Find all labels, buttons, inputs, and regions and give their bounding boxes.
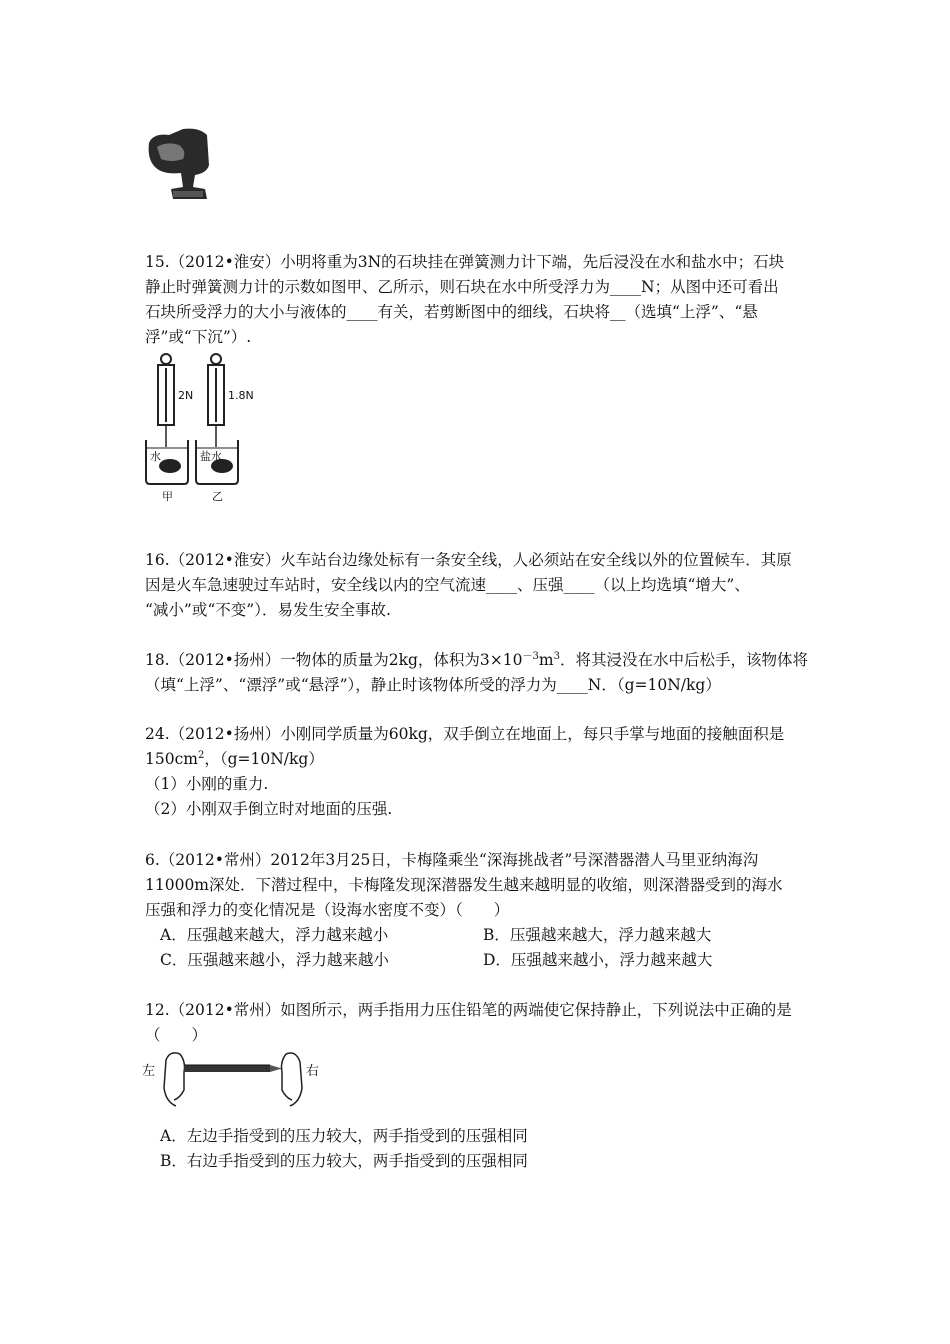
right-label: 右 (306, 1064, 320, 1079)
q18-exponent-b: 3 (553, 650, 560, 662)
spring-scale-figure (140, 352, 265, 502)
liquid-b: 盐水 (200, 450, 222, 463)
q12-option-a: A．左边手指受到的压力较大，两手指受到的压强相同 (160, 1127, 528, 1145)
q6-option-a: A．压强越来越大，浮力越来越小 (160, 926, 389, 944)
q18-text-b: m (538, 651, 554, 669)
q16-line-2: 因是火车急速驶过车站时，安全线以内的空气流速____、压强____（以上均选填“增大”、 (145, 576, 750, 594)
q18-exponent-a: －3 (522, 650, 539, 662)
q24-text-a: 150cm (145, 750, 198, 768)
q12-line-1: 12.（2012•常州）如图所示，两手指用力压住铅笔的两端使它保持静止，下列说法中正确的是 (145, 1001, 792, 1019)
q18-line-1 (145, 648, 808, 673)
q18-line-2: （填“上浮”、“漂浮”或“悬浮”），静止时该物体所受的浮力为____N．（g=10N/kg） (145, 676, 721, 694)
q6-line-2: 11000m深处．下潜过程中，卡梅隆发现深潜器发生越来越明显的收缩，则深潜器受到的海水 (145, 876, 783, 894)
q24-text-b: ，（g=10N/kg） (204, 750, 324, 768)
q24-line-2 (145, 747, 324, 772)
pencil-drawing (140, 1048, 325, 1110)
label-a: 甲 (162, 490, 173, 503)
liquid-a: 水 (150, 450, 161, 463)
q15-line-3: 石块所受浮力的大小与液体的____有关，若剪断图中的细线，石块将__（选填“上浮”、“悬 (145, 303, 758, 321)
q24-exponent: 2 (197, 749, 205, 761)
left-label: 左 (142, 1064, 156, 1079)
q15-line-1: 15.（2012•淮安）小明将重为3N的石块挂在弹簧测力计下端，先后浸没在水和盐水中；石块 (145, 253, 785, 271)
q24-sub-2: （2）小刚双手倒立时对地面的压强. (145, 800, 393, 818)
pencil-figure (140, 1048, 325, 1110)
q18-text-a: 18.（2012•扬州）一物体的质量为2kg，体积为3×10 (145, 651, 523, 669)
q15-line-4: 浮”或“下沉”）. (145, 328, 252, 346)
spring-scale-drawing (140, 352, 265, 502)
reading-a: 2N (178, 389, 194, 402)
label-b: 乙 (212, 490, 223, 503)
q15-line-2: 静止时弹簧测力计的示数如图甲、乙所示，则石块在水中所受浮力为____N；从图中还可看出 (145, 278, 779, 296)
reading-b: 1.8N (228, 389, 254, 402)
q6-line-1: 6.（2012•常州）2012年3月25日，卡梅隆乘坐“深海挑战者”号深潜器潜人马里亚纳海沟 (145, 851, 759, 869)
handstand-figure (143, 125, 215, 203)
q18-text-c: ．将其浸没在水中后松手，该物体将 (559, 651, 808, 669)
q12-line-2: （ ） (145, 1026, 208, 1044)
q16-line-3: “减小”或“不变”）．易发生安全事故. (145, 601, 391, 619)
q6-option-d: D．压强越来越小，浮力越来越大 (483, 951, 713, 969)
q6-option-b: B．压强越来越大，浮力越来越大 (483, 926, 712, 944)
q12-option-b: B．右边手指受到的压力较大，两手指受到的压强相同 (160, 1152, 528, 1170)
q16-line-1: 16.（2012•淮安）火车站台边缘处标有一条安全线，人必须站在安全线以外的位置候车．其原 (145, 551, 792, 569)
q6-line-3: 压强和浮力的变化情况是（设海水密度不变）（ ） (145, 901, 510, 919)
q24-line-1: 24.（2012•扬州）小刚同学质量为60kg，双手倒立在地面上，每只手掌与地面的接触面积是 (145, 725, 785, 743)
q24-sub-1: （1）小刚的重力. (145, 775, 269, 793)
q6-option-c: C．压强越来越小，浮力越来越小 (160, 951, 389, 969)
